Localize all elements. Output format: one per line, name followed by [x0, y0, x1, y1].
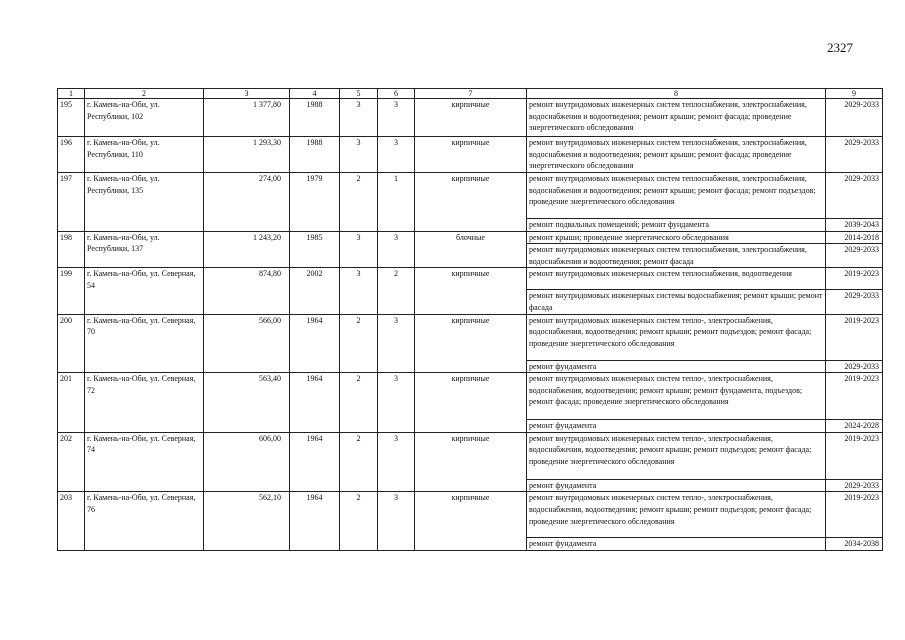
- area-cell: 274,00: [204, 173, 290, 232]
- floors-cell: 2: [340, 373, 378, 433]
- works-cell: ремонт внутридомовых инженерных систем теплоснабжения, электроснабжения, водоснабжения и водоотведения; ремонт крыши; ремонт фасада; ремонт подъездов; проведение энергетического обследования: [527, 173, 826, 219]
- period-cell: 2024-2028: [826, 420, 883, 433]
- period-cell: 2019-2023: [826, 268, 883, 290]
- address-cell: г. Камень-на-Оби, ул. Северная, 70: [85, 314, 204, 373]
- year-cell: 1964: [290, 314, 340, 373]
- area-cell: 562,10: [204, 492, 290, 551]
- works-cell: ремонт внутридомовых инженерных систем тепло-, электроснабжения, водоснабжения, водоотведения; ремонт крыши; ремонт подъездов; ремонт фасада; проведение энергетического обследования: [527, 432, 826, 479]
- entrances-cell: 3: [378, 231, 415, 268]
- works-cell: ремонт внутридомовых инженерных систем теплоснабжения, водоотведения: [527, 268, 826, 290]
- address-cell: г. Камень-на-Оби, ул. Северная, 76: [85, 492, 204, 551]
- page-number: 2327: [827, 40, 853, 55]
- year-cell: 1964: [290, 432, 340, 492]
- row-number-cell: 196: [58, 137, 85, 173]
- material-cell: блочные: [415, 231, 527, 268]
- period-cell: 2029-2033: [826, 99, 883, 137]
- row-number-cell: 202: [58, 432, 85, 492]
- table-row: [58, 231, 883, 244]
- floors-cell: 2: [340, 173, 378, 232]
- works-cell: ремонт подвальных помещений; ремонт фундамента: [527, 219, 826, 232]
- column-header: 8: [527, 89, 826, 99]
- year-cell: 1964: [290, 492, 340, 551]
- year-cell: 2002: [290, 268, 340, 314]
- table-row: [58, 373, 883, 420]
- column-header: 7: [415, 89, 527, 99]
- capital-repair-table: [57, 88, 883, 551]
- table-row: [58, 137, 883, 173]
- address-cell: г. Камень-на-Оби, ул. Республики, 135: [85, 173, 204, 232]
- period-cell: 2029-2033: [826, 244, 883, 268]
- works-cell: ремонт фундамента: [527, 420, 826, 433]
- address-cell: г. Камень-на-Оби, ул. Республики, 137: [85, 231, 204, 268]
- column-header: 2: [85, 89, 204, 99]
- works-cell: ремонт внутридомовых инженерных систем тепло-, электроснабжения, водоснабжения, водоотведения; ремонт крыши; ремонт подъездов; ремонт фасада; проведение энергетического обследования: [527, 492, 826, 538]
- floors-cell: 3: [340, 99, 378, 137]
- period-cell: 2014-2018: [826, 231, 883, 244]
- period-cell: 2029-2033: [826, 137, 883, 173]
- header-row: [58, 89, 883, 99]
- works-cell: ремонт внутридомовых инженерных систем тепло-, электроснабжения, водоснабжения, водоотведения; ремонт крыши; ремонт фундамента, подъездов; ремонт фасада; проведение энергетического обследования: [527, 373, 826, 420]
- year-cell: 1979: [290, 173, 340, 232]
- period-cell: 2019-2023: [826, 373, 883, 420]
- year-cell: 1985: [290, 231, 340, 268]
- entrances-cell: 3: [378, 314, 415, 373]
- entrances-cell: 2: [378, 268, 415, 314]
- year-cell: 1988: [290, 99, 340, 137]
- works-cell: ремонт внутридомовых инженерных систем тепло-, электроснабжения, водоснабжения, водоотведения; ремонт крыши; ремонт подъездов; ремонт фасада; проведение энергетического обследования: [527, 314, 826, 360]
- works-cell: ремонт крыши; проведение энергетического обследования: [527, 231, 826, 244]
- material-cell: кирпичные: [415, 432, 527, 492]
- entrances-cell: 3: [378, 137, 415, 173]
- table-row: [58, 99, 883, 137]
- column-header: 5: [340, 89, 378, 99]
- entrances-cell: 3: [378, 492, 415, 551]
- material-cell: кирпичные: [415, 314, 527, 373]
- row-number-cell: 199: [58, 268, 85, 314]
- address-cell: г. Камень-на-Оби, ул. Северная, 54: [85, 268, 204, 314]
- row-number-cell: 197: [58, 173, 85, 232]
- area-cell: 563,40: [204, 373, 290, 433]
- material-cell: кирпичные: [415, 492, 527, 551]
- year-cell: 1964: [290, 373, 340, 433]
- period-cell: 2019-2023: [826, 314, 883, 360]
- address-cell: г. Камень-на-Оби, ул. Республики, 110: [85, 137, 204, 173]
- period-cell: 2019-2023: [826, 432, 883, 479]
- works-cell: ремонт внутридомовых инженерных систем теплоснабжения, электроснабжения, водоснабжения и водоотведения; ремонт крыши; ремонт фасада; проведение энергетического обследования: [527, 99, 826, 137]
- material-cell: кирпичные: [415, 137, 527, 173]
- entrances-cell: 3: [378, 99, 415, 137]
- year-cell: 1988: [290, 137, 340, 173]
- floors-cell: 3: [340, 137, 378, 173]
- material-cell: кирпичные: [415, 373, 527, 433]
- table-row: [58, 492, 883, 538]
- material-cell: кирпичные: [415, 268, 527, 314]
- material-cell: кирпичные: [415, 99, 527, 137]
- address-cell: г. Камень-на-Оби, ул. Республики, 102: [85, 99, 204, 137]
- column-header: 4: [290, 89, 340, 99]
- column-header: 6: [378, 89, 415, 99]
- table-row: [58, 314, 883, 360]
- area-cell: 1 243,20: [204, 231, 290, 268]
- works-cell: ремонт фундамента: [527, 360, 826, 373]
- area-cell: 874,80: [204, 268, 290, 314]
- row-number-cell: 203: [58, 492, 85, 551]
- area-cell: 606,00: [204, 432, 290, 492]
- floors-cell: 2: [340, 492, 378, 551]
- entrances-cell: 3: [378, 373, 415, 433]
- area-cell: 1 377,80: [204, 99, 290, 137]
- row-number-cell: 200: [58, 314, 85, 373]
- area-cell: 1 293,30: [204, 137, 290, 173]
- column-header: 3: [204, 89, 290, 99]
- floors-cell: 3: [340, 231, 378, 268]
- works-cell: ремонт фундамента: [527, 538, 826, 551]
- entrances-cell: 1: [378, 173, 415, 232]
- area-cell: 566,00: [204, 314, 290, 373]
- row-number-cell: 195: [58, 99, 85, 137]
- address-cell: г. Камень-на-Оби, ул. Северная, 74: [85, 432, 204, 492]
- period-cell: 2029-2033: [826, 479, 883, 492]
- material-cell: кирпичные: [415, 173, 527, 232]
- row-number-cell: 198: [58, 231, 85, 268]
- works-cell: ремонт внутридомовых инженерных систем теплоснабжения, электроснабжения, водоснабжения и водоотведения; ремонт фасада: [527, 244, 826, 268]
- row-number-cell: 201: [58, 373, 85, 433]
- period-cell: 2029-2033: [826, 290, 883, 314]
- column-header: 9: [826, 89, 883, 99]
- works-cell: ремонт внутридомовых инженерных систем теплоснабжения, электроснабжения, водоснабжения и водоотведения; ремонт крыши; ремонт фасада; проведение энергетического обследования: [527, 137, 826, 173]
- works-cell: ремонт внутридомовых инженерных системы водоснабжения; ремонт крыши; ремонт фасада: [527, 290, 826, 314]
- table-row: [58, 432, 883, 479]
- floors-cell: 2: [340, 432, 378, 492]
- period-cell: 2029-2033: [826, 360, 883, 373]
- entrances-cell: 3: [378, 432, 415, 492]
- column-header: 1: [58, 89, 85, 99]
- address-cell: г. Камень-на-Оби, ул. Северная, 72: [85, 373, 204, 433]
- period-cell: 2019-2023: [826, 492, 883, 538]
- table-row: [58, 268, 883, 290]
- table-row: [58, 173, 883, 219]
- period-cell: 2039-2043: [826, 219, 883, 232]
- floors-cell: 2: [340, 314, 378, 373]
- works-cell: ремонт фундамента: [527, 479, 826, 492]
- period-cell: 2029-2033: [826, 173, 883, 219]
- floors-cell: 3: [340, 268, 378, 314]
- period-cell: 2034-2038: [826, 538, 883, 551]
